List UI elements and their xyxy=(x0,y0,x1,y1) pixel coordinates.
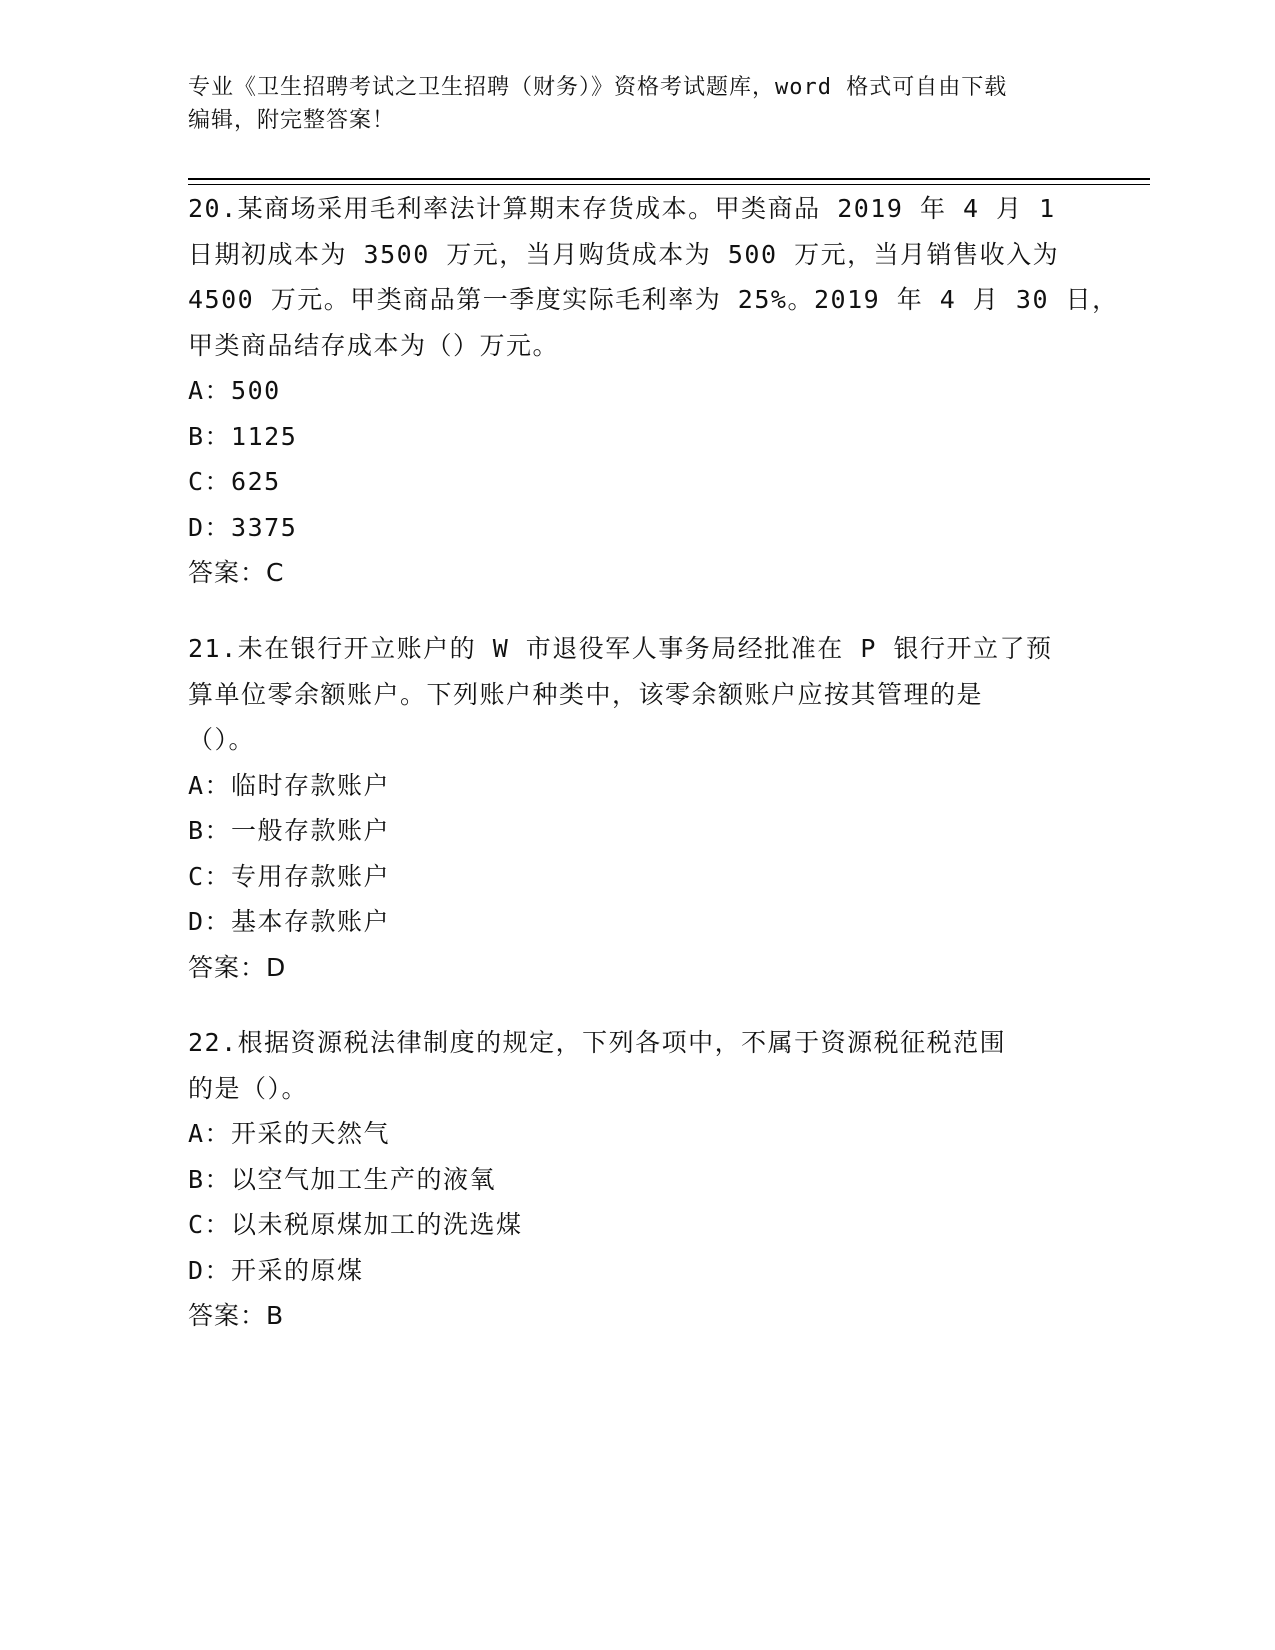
question-22 xyxy=(188,1020,1088,1339)
stem-line: 4500 万元。甲类商品第一季度实际毛利率为 25%。2019 年 4 月 30 日， xyxy=(188,285,1119,314)
question-stem xyxy=(188,1020,1088,1111)
header-divider-thick xyxy=(188,178,1150,180)
option-c: C：以未税原煤加工的洗选煤 xyxy=(188,1210,523,1239)
stem-line: 甲类商品结存成本为（）万元。 xyxy=(188,330,560,360)
option-a: A：临时存款账户 xyxy=(188,770,391,800)
question-stem xyxy=(188,186,1119,368)
option-d: D：开采的原煤 xyxy=(188,1255,364,1285)
stem-line: （）。 xyxy=(188,725,256,754)
answer: 答案：B xyxy=(188,1301,285,1330)
header-line: 专业《卫生招聘考试之卫生招聘（财务）》资格考试题库，word 格式可自由下载 xyxy=(188,75,1008,100)
stem-line: 的是（）。 xyxy=(188,1073,309,1103)
option-c: C：专用存款账户 xyxy=(188,861,391,891)
document-header xyxy=(188,71,1088,137)
option-c: C：625 xyxy=(188,467,281,496)
stem-line: 算单位零余额账户。下列账户种类中，该零余额账户应按其管理的是 xyxy=(188,679,984,709)
option-b: B：1125 xyxy=(188,421,298,451)
header-divider-thin xyxy=(188,184,1150,185)
question-stem xyxy=(188,626,1088,763)
option-a: A：开采的天然气 xyxy=(188,1119,391,1148)
stem-line: 22.根据资源税法律制度的规定，下列各项中，不属于资源税征税范围 xyxy=(188,1028,1007,1057)
header-line: 编辑，附完整答案！ xyxy=(188,108,396,133)
option-a: A：500 xyxy=(188,376,281,405)
stem-line: 日期初成本为 3500 万元，当月购货成本为 500 万元，当月销售收入为 xyxy=(188,239,1060,269)
question-21 xyxy=(188,626,1088,990)
option-d: D：基本存款账户 xyxy=(188,907,391,936)
option-b: B：以空气加工生产的液氧 xyxy=(188,1164,497,1194)
stem-line: 21.未在银行开立账户的 W 市退役军人事务局经批准在 P 银行开立了预 xyxy=(188,634,1053,663)
option-b: B：一般存款账户 xyxy=(188,816,391,845)
question-20 xyxy=(188,186,1119,596)
answer: 答案：D xyxy=(188,952,287,982)
option-d: D：3375 xyxy=(188,512,298,542)
answer: 答案：C xyxy=(188,558,285,587)
stem-line: 20.某商场采用毛利率法计算期末存货成本。甲类商品 2019 年 4 月 1 xyxy=(188,194,1056,223)
